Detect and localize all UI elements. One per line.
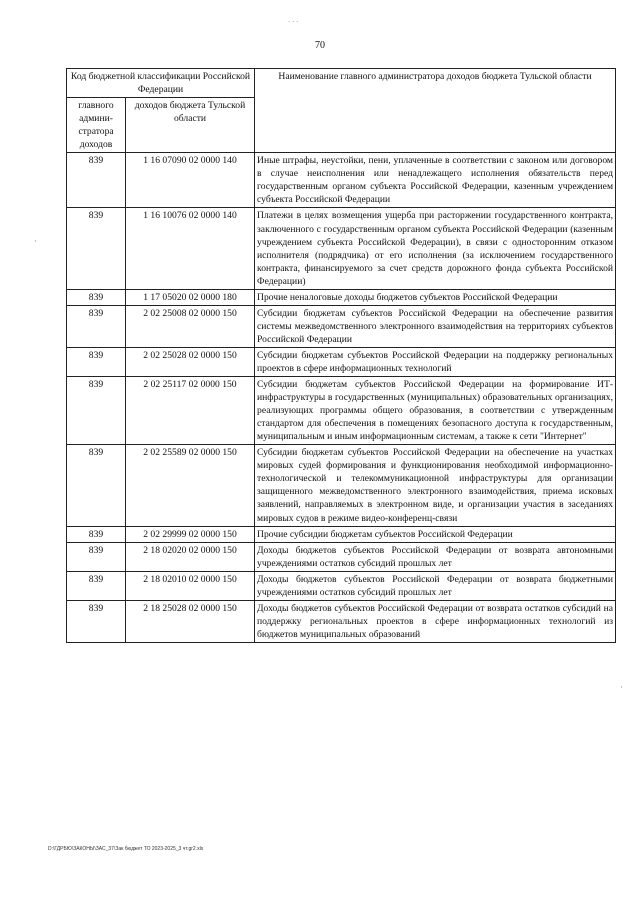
budget-code: 1 17 05020 02 0000 180 (126, 289, 255, 305)
admin-code: 839 (67, 445, 126, 526)
revenue-name: Прочие субсидии бюджетам субъектов Российской Федерации (255, 526, 616, 542)
scan-mark: · (620, 682, 623, 692)
admin-code: 839 (67, 347, 126, 376)
table-row (67, 542, 616, 571)
page-number: 70 (315, 40, 325, 51)
revenue-name: Доходы бюджетов субъектов Российской Федерации от возврата бюджетными учреждениями остатков субсидий прошлых лет (255, 571, 616, 600)
revenue-name: Субсидии бюджетам субъектов Российской Федерации на обеспечение на участках мировых судей формирования и функционирования необходимой информационно-технологической и телекоммуникационной инфраструктуры для организации защищенного межведомственного электронного взаимодействия, приема исковых заявлений, направляемых в электронном виде, и организации участия в заседаниях мировых судов в режиме видео-конференц-связи (255, 445, 616, 526)
scan-mark: · (34, 236, 37, 246)
budget-code: 2 02 25008 02 0000 150 (126, 305, 255, 347)
admin-code: 839 (67, 542, 126, 571)
revenue-name: Субсидии бюджетам субъектов Российской Федерации на обеспечение развития системы межведомственного электронного взаимодействия на территориях субъектов Российской Федерации (255, 305, 616, 347)
header-admin-name: Наименование главного администратора доходов бюджета Тульской области (255, 69, 616, 153)
budget-code: 2 18 02020 02 0000 150 (126, 542, 255, 571)
budget-code: 2 02 25589 02 0000 150 (126, 445, 255, 526)
revenue-administrators-table (66, 68, 616, 643)
budget-code: 1 16 10076 02 0000 140 (126, 208, 255, 289)
revenue-name: Субсидии бюджетам субъектов Российской Федерации на формирование ИТ-инфраструктуры в государственных (муниципальных) образовательных организациях, реализующих программы общего образования, в соответствии с утвержденным стандартом для обеспечения в помещениях безопасного доступа к государственным, муниципальным и иным информационным системам, а также к сети "Интернет" (255, 377, 616, 445)
revenue-name: Прочие неналоговые доходы бюджетов субъектов Российской Федерации (255, 289, 616, 305)
header-budget-income: доходов бюджета Тульской области (126, 98, 255, 153)
admin-code: 839 (67, 208, 126, 289)
table-row (67, 208, 616, 289)
admin-code: 839 (67, 600, 126, 642)
budget-code: 2 02 29999 02 0000 150 (126, 526, 255, 542)
budget-code: 2 02 25117 02 0000 150 (126, 377, 255, 445)
table-row (67, 347, 616, 376)
table-row (67, 153, 616, 208)
revenue-name: Иные штрафы, неустойки, пени, уплаченные в соответствии с законом или договором в случае неисполнения или ненадлежащего исполнения обязательств перед государственным органом субъекта Российской Федерации, казенным учреждением субъекта Российской Федерации (255, 153, 616, 208)
budget-code: 2 18 02010 02 0000 150 (126, 571, 255, 600)
admin-code: 839 (67, 289, 126, 305)
scan-mark: ` ´ ´ (288, 20, 299, 28)
table-header-row (67, 69, 616, 98)
admin-code: 839 (67, 377, 126, 445)
admin-code: 839 (67, 526, 126, 542)
table-row (67, 445, 616, 526)
file-path-footer: D:\ГДРБЮ\ЗАКОНЫ\ЗАС_37\Зак бюджет ТО 2023-2025_3 чт.gr2.xls (48, 846, 204, 852)
revenue-name: Субсидии бюджетам субъектов Российской Федерации на поддержку региональных проектов в сфере информационных технологий (255, 347, 616, 376)
admin-code: 839 (67, 153, 126, 208)
table-row (67, 526, 616, 542)
table-row (67, 305, 616, 347)
header-budget-code: Код бюджетной классификации Российской Федерации (67, 69, 255, 98)
header-chief-admin: главного админи-стратора доходов (67, 98, 126, 153)
admin-code: 839 (67, 571, 126, 600)
budget-code: 1 16 07090 02 0000 140 (126, 153, 255, 208)
table-row (67, 571, 616, 600)
table-row (67, 377, 616, 445)
admin-code: 839 (67, 305, 126, 347)
budget-code: 2 18 25028 02 0000 150 (126, 600, 255, 642)
table-row (67, 289, 616, 305)
budget-code: 2 02 25028 02 0000 150 (126, 347, 255, 376)
revenue-name: Доходы бюджетов субъектов Российской Федерации от возврата остатков субсидий на поддержку региональных проектов в сфере информационных технологий из бюджетов муниципальных образований (255, 600, 616, 642)
revenue-name: Платежи в целях возмещения ущерба при расторжении государственного контракта, заключенного с государственным органом субъекта Российской Федерации (казенным учреждением субъекта Российской Федерации), в связи с односторонним отказом исполнителя (подрядчика) от его исполнения (за исключением государственного контракта, финансируемого за счет средств дорожного фонда субъекта Российской Федерации) (255, 208, 616, 289)
table-row (67, 600, 616, 642)
revenue-name: Доходы бюджетов субъектов Российской Федерации от возврата автономными учреждениями остатков субсидий прошлых лет (255, 542, 616, 571)
